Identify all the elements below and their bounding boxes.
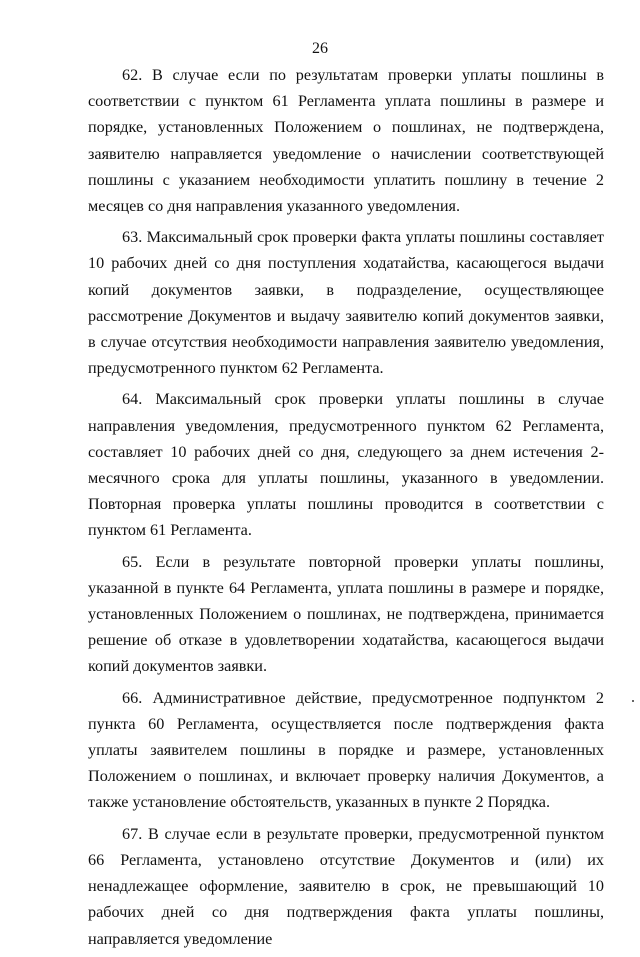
paragraph-67: 67. В случае если в результате проверки, предусмотренной пунктом 66 Регламента, установлено отсутствие Документов и (или) их ненадлежащее оформление, заявителю в срок, не превышающий 10 рабочих дней со дня подтверждения факта уплаты пошлины, направляется уведомление: [88, 824, 604, 948]
page-number: 26: [312, 40, 328, 57]
paragraph-63: 63. Максимальный срок проверки факта уплаты пошлины составляет 10 рабочих дней со дня поступления ходатайства, касающегося выдачи копий документов заявки, в подразделение, осуществляющее рассмотрение Документов и выдачу заявителю копий документов заявки, в случае отсутствия необходимости направления заявителю уведомления, предусмотренного пунктом 62 Регламента.: [88, 228, 604, 378]
document-body: [88, 62, 604, 957]
scan-speck: [632, 700, 634, 702]
paragraph-65: 65. Если в результате повторной проверки уплаты пошлины, указанной в пункте 64 Регламента, уплата пошлины в размере и порядке, установленных Положением о пошлинах, не подтверждена, принимается решение об отказе в удовлетворении ходатайства, касающегося выдачи копий документов заявки.: [88, 552, 604, 676]
paragraph-62: 62. В случае если по результатам проверки уплаты пошлины в соответствии с пунктом 61 Регламента уплата пошлины в размере и порядке, установленных Положением о пошлинах, не подтверждена, заявителю направляется уведомление о начислении соответствующей пошлины с указанием необходимости уплатить пошлину в течение 2 месяцев со дня направления указанного уведомления.: [88, 66, 604, 216]
paragraph-66: 66. Административное действие, предусмотренное подпунктом 2 пункта 60 Регламента, осуществляется после подтверждения факта уплаты заявителем пошлины в порядке и размере, установленных Положением о пошлинах, и включает проверку наличия Документов, а также установление обстоятельств, указанных в пункте 2 Порядка.: [88, 688, 604, 812]
paragraph-64: 64. Максимальный срок проверки уплаты пошлины в случае направления уведомления, предусмотренного пунктом 62 Регламента, составляет 10 рабочих дней со дня, следующего за днем истечения 2-месячного срока для уплаты пошлины, указанного в уведомлении. Повторная проверка уплаты пошлины проводится в соответствии с пунктом 61 Регламента.: [88, 390, 604, 540]
